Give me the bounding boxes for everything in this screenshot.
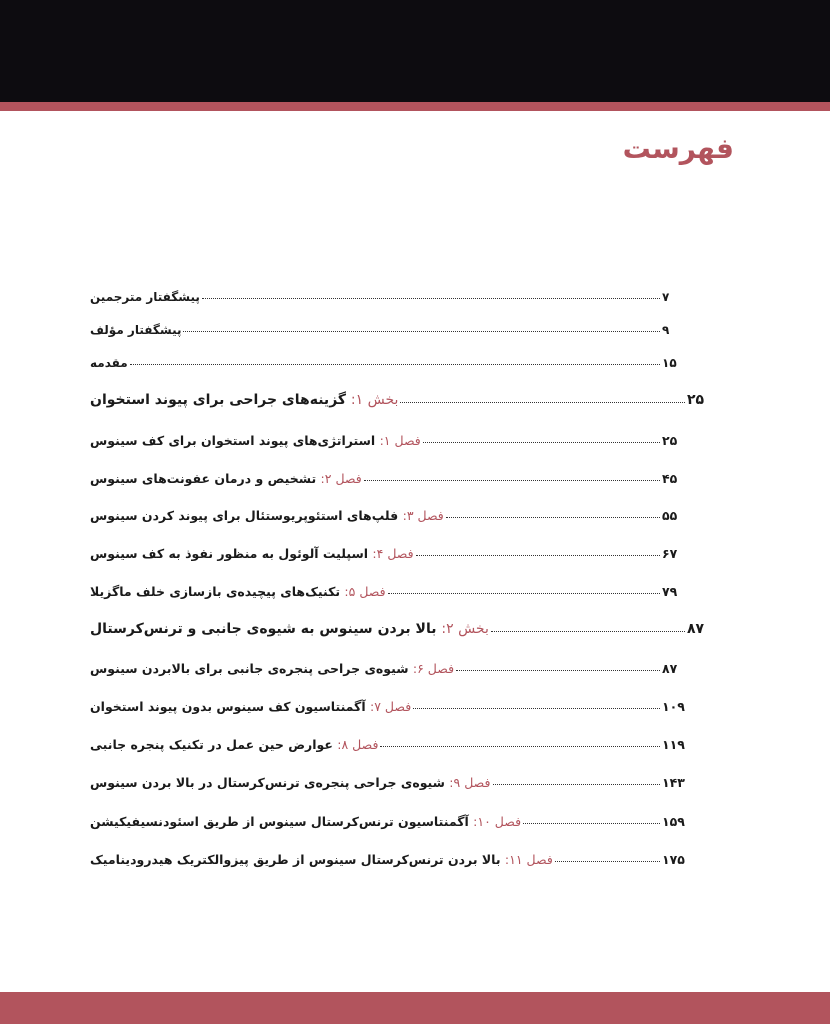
footer-band <box>0 992 830 1024</box>
dot-leader <box>364 479 660 481</box>
dot-leader <box>416 554 660 556</box>
toc-entry-title: گزینه‌های جراحی برای پیوند استخوان <box>90 392 347 408</box>
toc-entry-title: پیشگفتار مترجمین <box>90 290 200 304</box>
toc-entry-title: آگمنتاسیون ترنس‌کرستال سینوس از طریق اسئودنسیفیکیشن <box>90 814 469 829</box>
toc-entry-page-number: ۲۵ <box>662 433 678 448</box>
toc-entry-prefix: فصل ۷: <box>369 699 412 714</box>
toc-entry-title: بالا بردن ترنس‌کرستال سینوس از طریق پیزوالکتریک هیدرودینامیک <box>90 852 501 867</box>
toc-entry-prefix: فصل ۶: <box>412 661 455 676</box>
toc-entry-title: پیشگفتار مؤلف <box>90 323 182 337</box>
dot-leader <box>491 630 685 632</box>
toc-entry-page-number: ۷ <box>662 290 670 304</box>
dot-leader <box>380 745 660 747</box>
toc-entry-page-number: ۱۵ <box>662 356 677 370</box>
toc-entry-page-number: ۱۰۹ <box>662 699 685 714</box>
toc-entry-page-number: ۷۹ <box>662 584 678 599</box>
toc-entry-title: مقدمه <box>90 356 128 370</box>
toc-entry-label <box>90 356 128 370</box>
toc-entry <box>90 499 690 523</box>
toc-entry <box>90 384 715 408</box>
toc-entry <box>90 346 690 370</box>
toc-entry-prefix: فصل ۵: <box>344 584 386 599</box>
toc-entry <box>90 280 690 304</box>
toc-entry-prefix: فصل ۸: <box>337 737 379 752</box>
toc-entry <box>90 462 690 486</box>
toc-entry <box>90 575 690 599</box>
toc-entry-label <box>90 508 444 523</box>
toc-entry-label <box>90 737 378 752</box>
toc-entry-label <box>90 814 521 829</box>
toc-entry-page-number: ۴۵ <box>662 471 678 486</box>
toc-entry <box>90 766 690 790</box>
dot-leader <box>400 401 685 403</box>
dot-leader <box>413 707 660 709</box>
dot-leader <box>493 783 661 785</box>
toc-entry-prefix: بخش ۱: <box>350 392 399 408</box>
dot-leader <box>388 592 660 594</box>
toc-entry <box>90 805 690 829</box>
toc-entry-title: عوارض حین عمل در تکنیک پنجره جانبی <box>90 737 333 752</box>
toc-entry-title: شیوه‌ی جراحی پنجره‌ی ترنس‌کرستال در بالا بردن سینوس <box>90 775 445 790</box>
toc-entry-label <box>90 699 411 714</box>
toc-entry-title: استراتژی‌های پیوند استخوان برای کف سینوس <box>90 433 376 448</box>
toc-entry-title: بالا بردن سینوس به شیوه‌ی جانبی و ترنس‌کرستال <box>90 621 437 637</box>
dot-leader <box>446 516 660 518</box>
toc-entry-title: تشخیص و درمان عفونت‌های سینوس <box>90 471 317 486</box>
toc-entry <box>90 537 690 561</box>
toc-entry <box>90 843 690 867</box>
toc-entry-label <box>90 392 398 408</box>
toc-entry <box>90 613 715 637</box>
toc-entry-page-number: ۱۷۵ <box>662 852 685 867</box>
dot-leader <box>555 860 660 862</box>
toc-entry-page-number: ۱۴۳ <box>662 775 685 790</box>
dot-leader <box>456 669 660 671</box>
toc-entry <box>90 690 690 714</box>
dot-leader <box>423 441 660 443</box>
toc-entry-title: تکنیک‌های پیچیده‌ی بازسازی خلف ماگزیلا <box>90 584 341 599</box>
toc-entry-page-number: ۲۵ <box>687 392 705 408</box>
toc-entry-prefix: فصل ۳: <box>402 508 444 523</box>
toc-entry-page-number: ۹ <box>662 323 670 337</box>
toc-entry <box>90 652 690 676</box>
toc-entry-label <box>90 323 181 337</box>
toc-entry-title: اسپلیت آلوئول به منظور نفوذ به کف سینوس <box>90 546 369 561</box>
toc-entry-prefix: فصل ۱: <box>379 433 421 448</box>
toc-entry-title: شیوه‌ی جراحی پنجره‌ی جانبی برای بالابردن سینوس <box>90 661 409 676</box>
toc-entry-label <box>90 775 491 790</box>
toc-entry-prefix: فصل ۱۰: <box>473 814 522 829</box>
dot-leader <box>202 297 660 299</box>
toc-entry-page-number: ۱۱۹ <box>662 737 685 752</box>
toc-entry-page-number: ۵۵ <box>662 508 678 523</box>
toc-entry-title: فلپ‌های استئوپریوستئال برای پیوند کردن سینوس <box>90 508 399 523</box>
toc-entry-label <box>90 661 454 676</box>
page-title: فهرست <box>622 132 734 165</box>
dot-leader <box>130 363 660 365</box>
toc-entry-prefix: فصل ۹: <box>449 775 491 790</box>
toc-entry-prefix: فصل ۴: <box>372 546 414 561</box>
toc-entry-prefix: فصل ۲: <box>320 471 362 486</box>
toc-entry-label <box>90 584 386 599</box>
dot-leader <box>523 822 660 824</box>
toc-entry-label <box>90 546 414 561</box>
toc-entry-page-number: ۶۷ <box>662 546 678 561</box>
dot-leader <box>183 330 660 332</box>
toc-entry-prefix: فصل ۱۱: <box>504 852 553 867</box>
toc-entry-prefix: بخش ۲: <box>441 621 489 637</box>
toc-entry-label <box>90 471 362 486</box>
toc-entry-page-number: ۸۷ <box>687 621 705 637</box>
toc-entry-label <box>90 621 489 637</box>
toc-entry-page-number: ۸۷ <box>662 661 678 676</box>
toc-entry-label <box>90 290 200 304</box>
toc-entry <box>90 424 690 448</box>
toc-entry-label <box>90 433 421 448</box>
toc-entry <box>90 728 690 752</box>
toc-entry-title: آگمنتاسیون کف سینوس بدون پیوند استخوان <box>90 699 366 714</box>
toc-entry-page-number: ۱۵۹ <box>662 814 685 829</box>
toc-entry-label <box>90 852 553 867</box>
toc-entry <box>90 313 690 337</box>
